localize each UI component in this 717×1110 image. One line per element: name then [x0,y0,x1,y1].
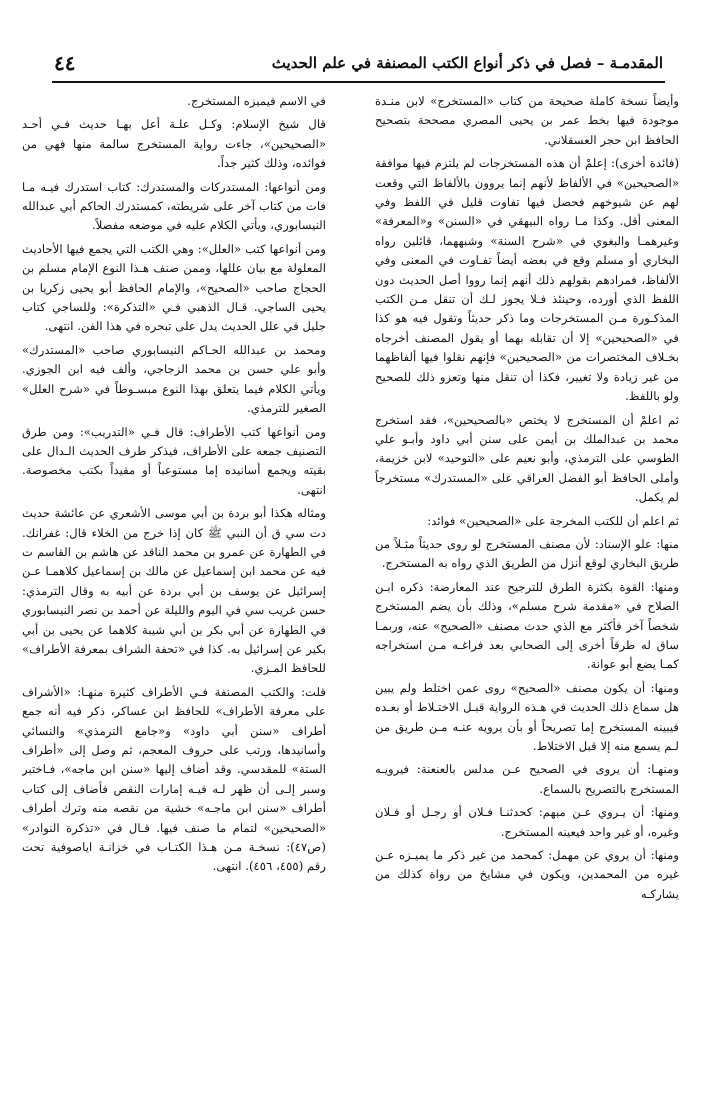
paragraph: قلت: والكتب المصنفة فـي الأطراف كثيرة منهـا: «الأشراف على معرفة الأطراف» للحافظ ابن عساكر، ذكر فيه أنه جمع أطراف «سنن أبي داود» و«جامع الترمذي» والنسائي وأسانيدها، ورتب على حروف المعجم، ثم وصل إلى «أطراف الستة» للمقدسي. وقد أضاف إليها «سنن ابن ماجه»، فـاختبر وسبر إلـى أن ظهر لـه فيـه إمارات النقص فأضاف إلى كتاب أطراف «سنن ابن ماجـه» خشية من نقصه منه وترك أطراف «الصحيحين» لتمام ما صنف فيها. قـال في «تذكرة النوادر» (ص٤٧): نسخـة مـن هـذا الكتـاب في خزانـة اياصوفية تحت رقم (٤٥٥، ٤٥٦). انتهى. [22,684,326,874]
paragraph: ومن أنواعها كتب «العلل»: وهي الكتب التي يجمع فيها الأحاديث المعلولة مع بيان عللها، وممن صنف هـذا النوع الإمام مسلم بن الحجاج صاحب «الصحيح»، والإمام الحافظ أبو يحيى زكريا بن يحيى الساجي. قـال الذهبي فـي «التذكرة»: وللساجي كتاب جليل في علل الحديث يدل على تبحره في هذا الفن. انتهى. [22,241,326,334]
paragraph: ومنهـا: أن يروى في الصحيح عـن مدلس بالعنعنة: فيرويـه المستخرج بالتصريح بالسماع. [375,762,679,796]
paragraph: ثم اعلمْ أن المستخرج لا يختص «بالصحيحين»، فقد استخرج محمد بن عبدالملك بن أيمن على سنن أبي داود وأبـو علي الطوسي على الترمذي، وأبو نعيم على «التوحيد» لابن خزيمة، وأملى الحافظ أبو الفضل العراقي على «المستدرك» مستخرجاً لم يكمل. [375,412,679,505]
page-number: ٤٤ [54,51,76,75]
paragraph: ومنها: أن يروي عن مهمل: كمحمد من غير ذكر ما يميـزه عـن غيره من المحمدين، ويكون في مشايخ من رواة كذلك من يشاركـه [375,848,679,901]
paragraph: ومنها: أن يـروي عـن مبهم: كحدثنـا فـلان أو رجـل أو فـلان وغيره، أو غير واحد فيعينه المستخرج. [375,805,679,839]
right-column [375,92,679,1092]
paragraph: ومنها: القوة بكثرة الطرق للترجيح عند المعارضة: ذكره ابـن الصلاح في «مقدمة شرح مسلم»، وذلك بأن يضم المستخرج شخصاً آخر فأكثر مع الذي حدث مصنف «الصحيح» عنه، وربمـا ساق له طرقاً أخرى إلى الصحابي بعد فراغـه مـن استخراجه كمـا يضع أبو عوانة. [375,579,679,672]
paragraph: ومثاله هكذا أبو بردة بن أبي موسى الأشعري عن عائشة حديث دت سي ق أن النبي ﷺ كان إذا خرج من الخلاء قال: غفرانك. في الطهارة عن عمرو بن محمد الناقد عن هاشم بن القاسم ت فيه عن محمد ابن إسماعيل عن مالك بن إسماعيل كلاهمـا عـن إسرائيل عن يوسف بن أبي بردة عن أبيه به وقال الترمذي: حسن غريب سي في اليوم والليلة عن أحمد بن نصر النيسابوري في الطهارة عن أبي بكر بن أبي شيبة كلاهما عن يحيى بن أبي بكير عن إسرائيل به. كذا في «تحفة الشراف بمعرفة الأطراف» للحافظ المـزي. [22,506,326,676]
paragraph: (فائدة أخرى): إعلمْ أن هذه المستخرجات لم يلتزم فيها موافقة «الصحيحين» في الألفاظ لأنهم إنما يروون بالألفاظ التي وقعت لهم عن شيوخهم فحصل فيها تفاوت قليل في اللفظ وفي المعنى أقل. وكذا مـا رواه البيهقي في «السنن» و«المعرفة» وغيرهمـا والبغوي في «شرح السنة» وشبههما، قائلين رواه البخاري أو مسلم وقع في بعضه أيضاً تفـاوت في المعنى وفي الألفاظ، فمرادهم بقولهم ذلك أنهم إنما رووا أصل الحديث دون اللفظ الذي أورده، وحينئذ فـلا يجوز لـك أن تنقل مـن الكتب المذكـورة مـن المستخرجات وما ذكر حديثاً وتقول فيه هو كذا في «الصحيحين» إلا أن تقابله بهما أو يقول المصنف أخرجاه بخـلاف المختصرات من «الصحيحين» فإنهم نقلوا فيها ألفاظهما من غير زيادة ولا تغيير، فكذا أن تنقل منها وتعزو ذلك للصحيح ولو باللفظ. [375,156,679,404]
header-rule [52,81,665,83]
paragraph: ومن أنواعها: المستدركات والمستدرك: كتاب استدرك فيـه مـا فات من كتاب آخر على شريطته، كمستدرك الحاكم أبي عبدالله النيسابوري، ويأتي الكلام عليه في موضعه مفصلاً. [22,179,326,233]
paragraph: في الاسم فيميزه المستخرج. [187,94,326,108]
paragraph: وأيضاً نسخة كاملة صحيحة من كتاب «المستخرج» لابن منـدة موجودة فيها بخط عمر بن يحيى المصري مصححة بتصحيح الحافظ ابن حجر العسقلاني. [375,94,679,147]
paragraph: ومن أنواعها كتب الأطراف: قال فـي «التدريب»: ومن طرق التصنيف جمعه على الأطراف، فيذكر طرف الحديث الـدال على بقيته ويجمع أسانيده إما مستوعباً أو مقيداً بكتب مخصوصة. انتهى. [22,424,326,497]
header-title: المقدمـة – فصل في ذكر أنواع الكتب المصنفة في علم الحديث [271,54,663,72]
paragraph: منها: علو الإسناد: لأن مصنف المستخرج لو روى حديثاً مثـلاً من طريق البخاري لوقع أنزل من الطريق الذي رواه به المستخرج. [375,536,679,571]
paragraph: ومحمد بن عبدالله الحـاكم النيسابوري صاحب «المستدرك» وأبو علي حسن بن محمد الزجاجي، وألف فيه ابن الجوزي. ويأتي الكلام فيما يتعلق بهذا النوع مبسـوطاً في «شرح العلل» الصغير للترمذي. [22,342,326,416]
left-column [22,92,326,1092]
paragraph: ومنها: أن يكون مصنف «الصحيح» روى عمن اختلط ولم يبين هل سماع ذلك الحديث في هـذه الرواية قبـل الاختـلاط أو بعـده فيبينه المستخرج إما تصريحاً أو بأن يرويه عنـه مـن طريق من لـم يسمع منه إلا قبل الاختلاط. [375,680,679,753]
running-header [54,48,663,78]
paragraph: ثم اعلم أن للكتب المخرجة على «الصحيحين» فوائد: [427,513,679,528]
paragraph: قال شيخ الإسلام: وكـل علـة أعل بهـا حديث فـي أحـد «الصحيحين»، جاءت رواية المستخرج سالمة منها فهي من فوائده، وذلك كثير جداً. [22,117,326,171]
